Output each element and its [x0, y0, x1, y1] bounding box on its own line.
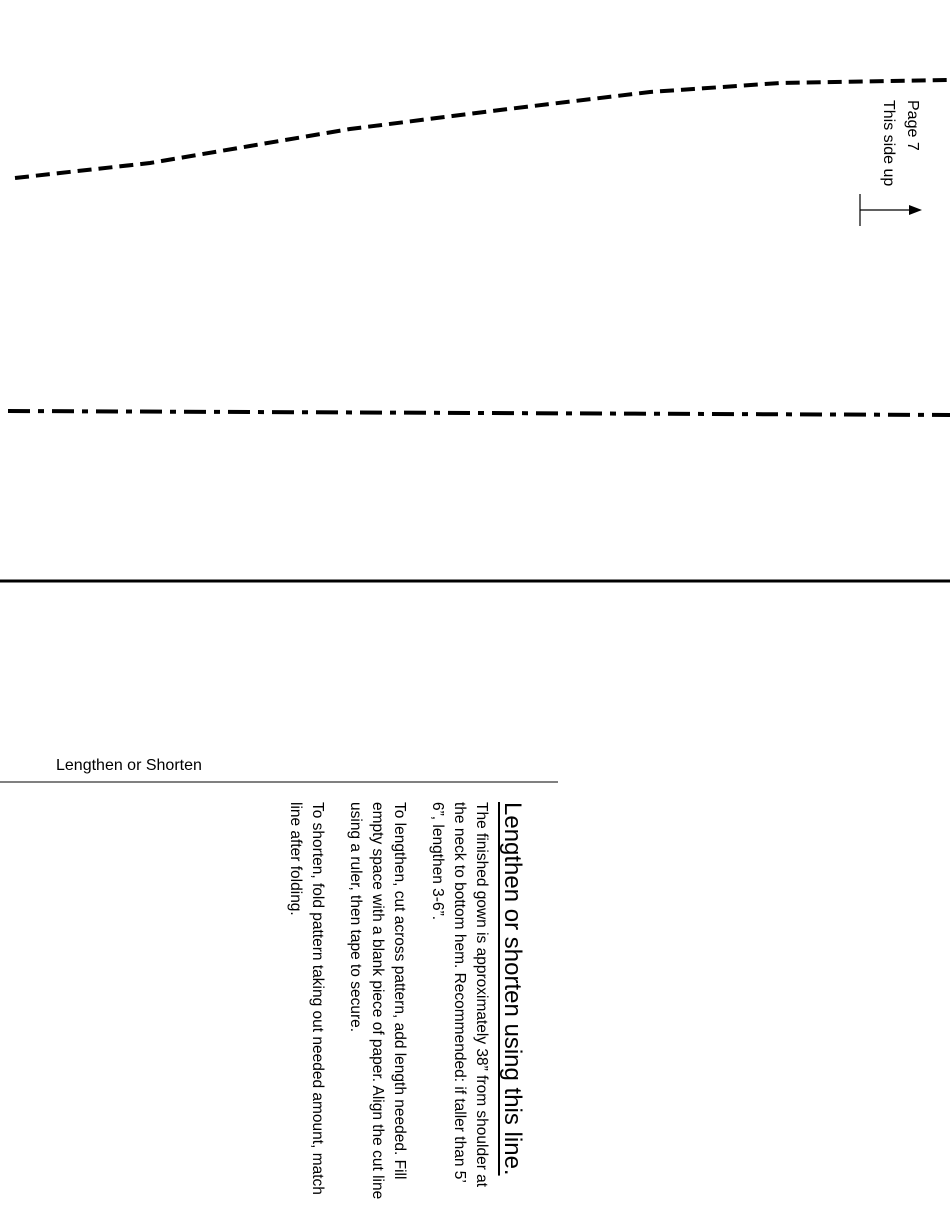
fold-line-dash-dot: [8, 411, 950, 415]
instructions-paragraph-lengthen: To lengthen, cut across pattern, add length needed. Fill empty space with a blank piece of paper. Align the cut line using a ruler, then tape to secure.: [347, 802, 408, 1200]
instructions-paragraph-shorten: To shorten, fold pattern taking out needed amount, match line after folding.: [287, 802, 326, 1195]
page-number: Page 7: [904, 100, 921, 151]
this-side-up-arrow-icon: [860, 194, 922, 226]
orientation-note: This side up: [880, 100, 897, 187]
lengthen-shorten-label: Lengthen or Shorten: [56, 757, 202, 774]
instructions-title: Lengthen or shorten using this line.: [499, 802, 526, 1176]
instructions-block: [188, 802, 528, 1202]
instructions-paragraph-size: The finished gown is approximately 38” from shoulder at the neck to bottom hem. Recommended: if taller than 5’ 6”, lengthen 3-6”.: [429, 802, 490, 1188]
cutting-line-dashed: [15, 80, 950, 178]
page-label: [876, 100, 924, 186]
